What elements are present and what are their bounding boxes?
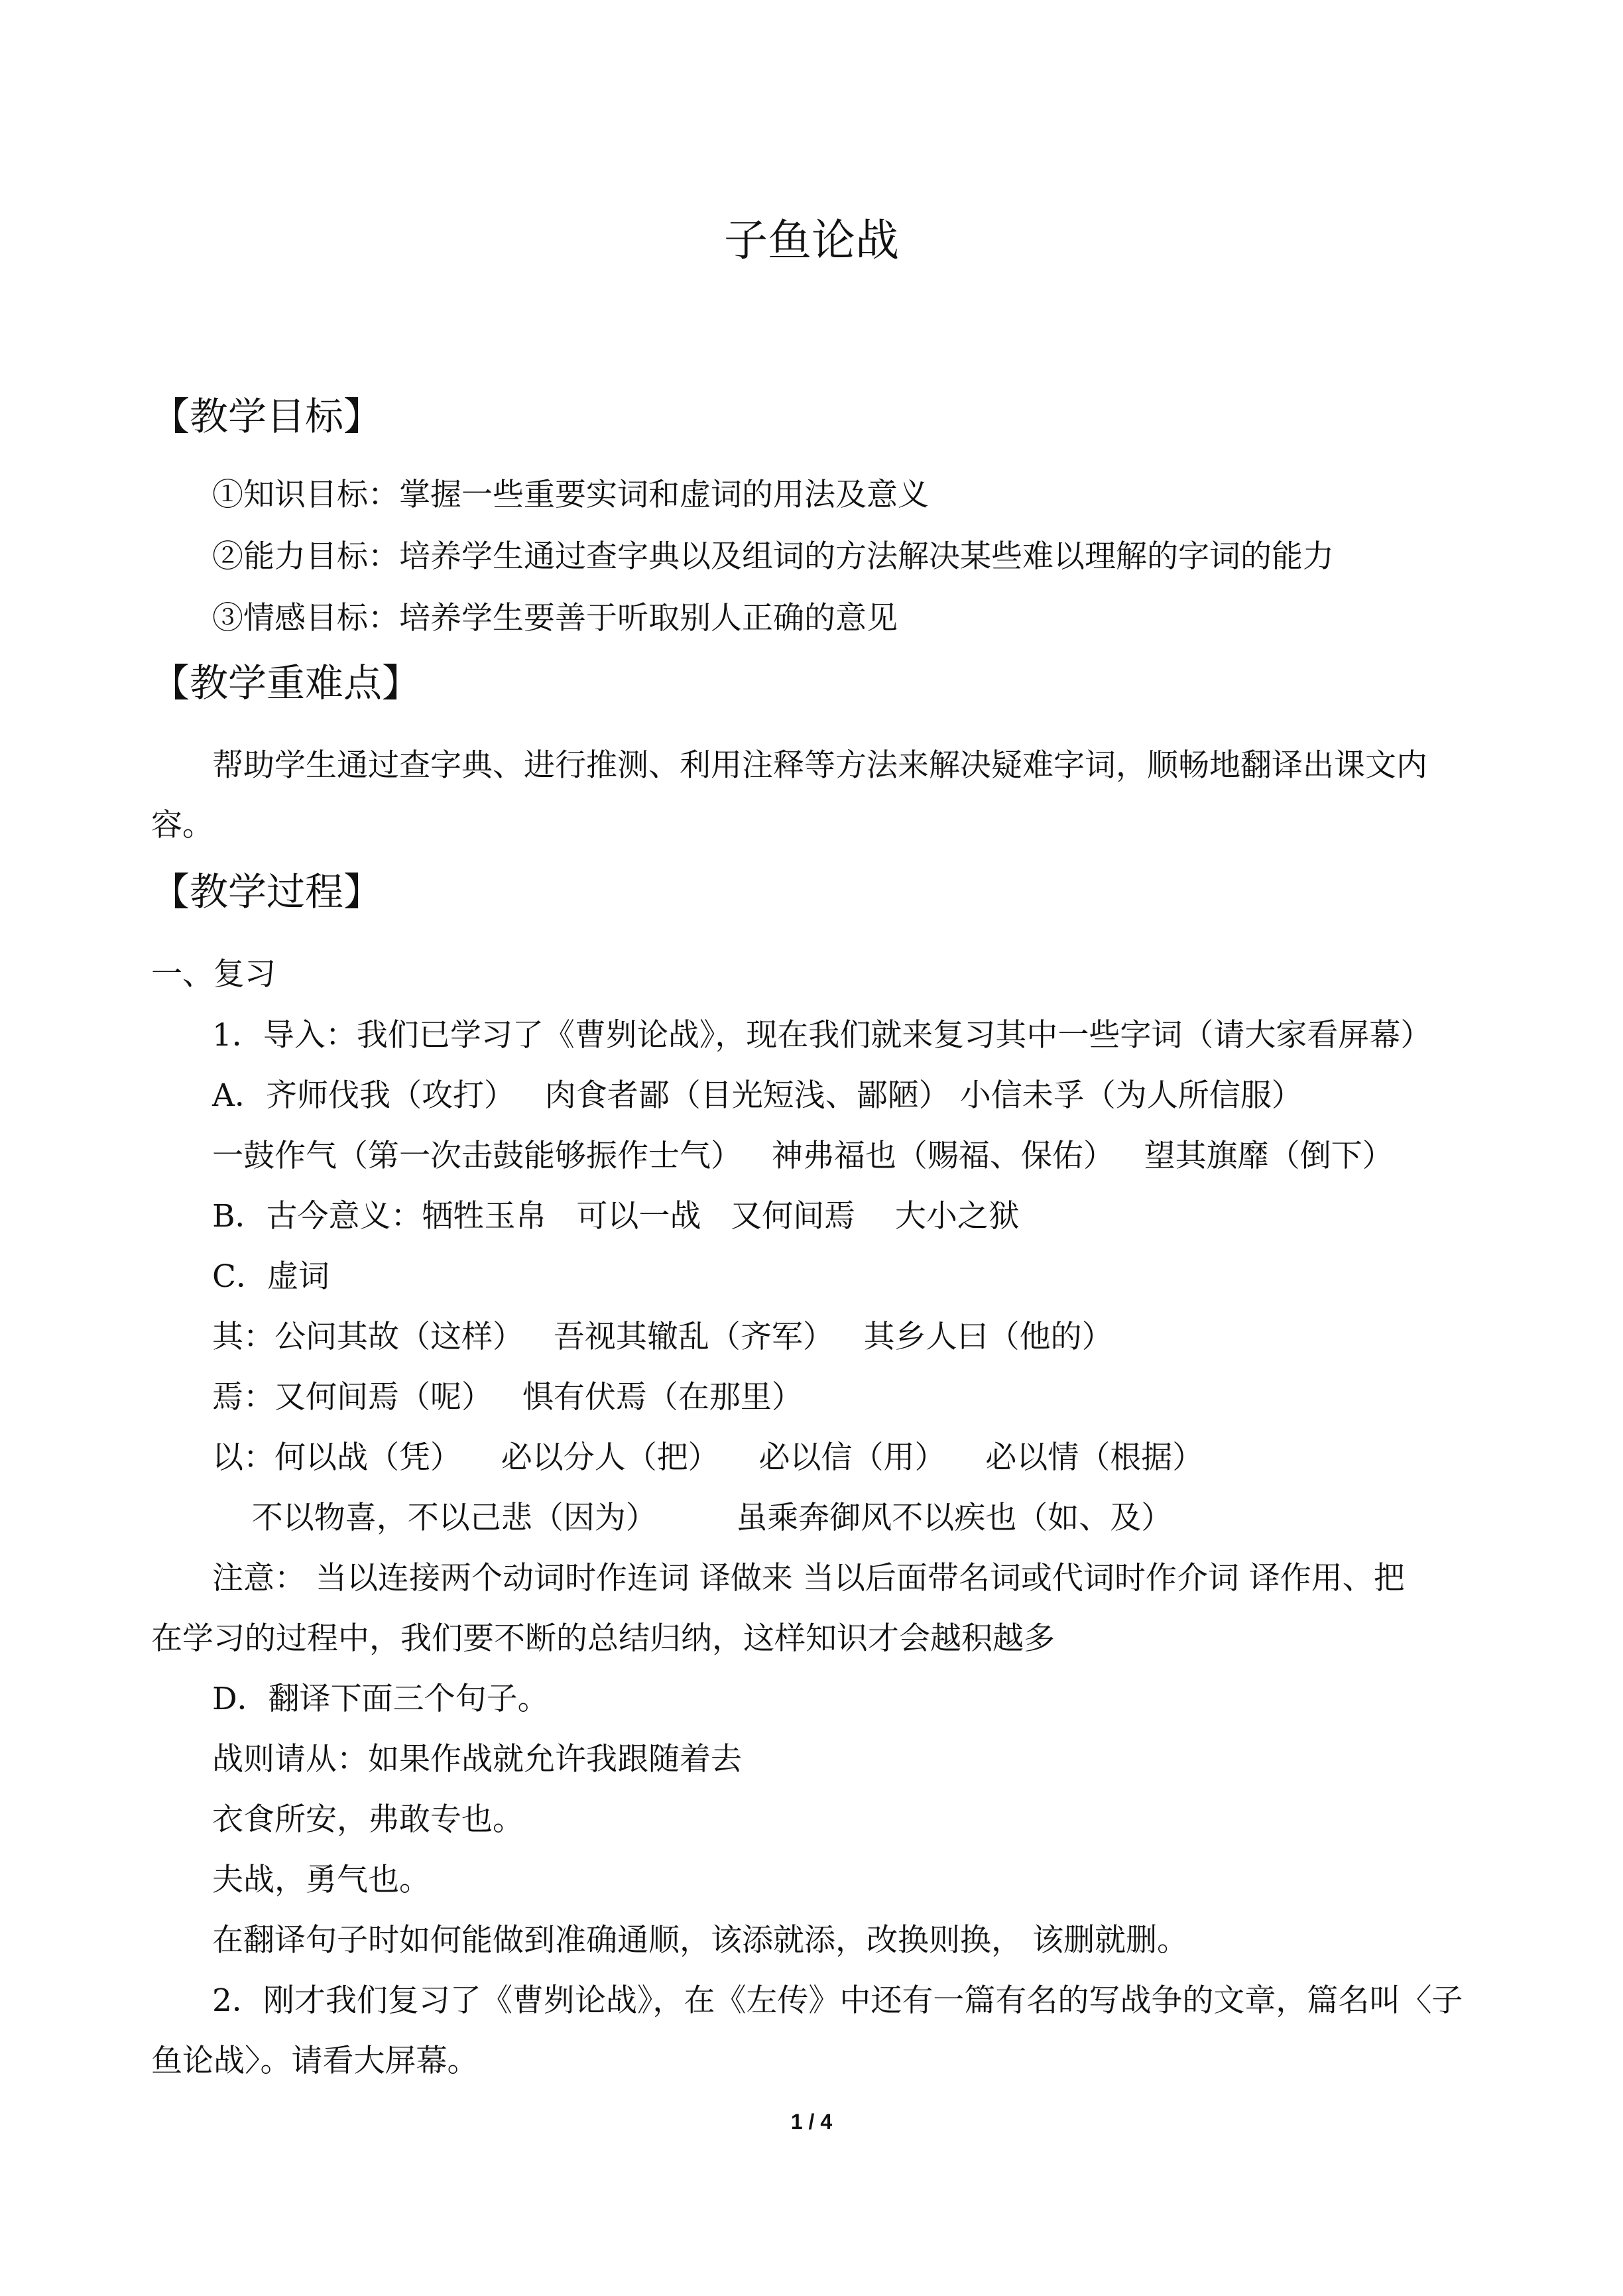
process-line: 其：公问其故（这样） 吾视其辙乱（齐军） 其乡人曰（他的）	[212, 1319, 1113, 1355]
heading-process: 【教学过程】	[151, 869, 383, 914]
process-line: 在翻译句子时如何能做到准确通顺，该添就添，改换则换， 该删就删。	[212, 1922, 1188, 1959]
heading-objectives: 【教学目标】	[151, 394, 383, 439]
process-line: 以：何以战（凭） 必以分人（把） 必以信（用） 必以情（根据）	[212, 1439, 1204, 1476]
process-line: 注意： 当以连接两个动词时作连词 译做来 当以后面带名词或代词时作介词 译作用、把	[212, 1560, 1405, 1597]
process-line: 焉：又何间焉（呢） 惧有伏焉（在那里）	[212, 1379, 803, 1416]
process-part1: 一、复习	[151, 956, 276, 993]
key-points-text-line1: 帮助学生通过查字典、进行推测、利用注释等方法来解决疑难字词，顺畅地翻译出课文内	[212, 747, 1427, 784]
process-line: D．翻译下面三个句子。	[212, 1681, 549, 1717]
process-line: B．古今意义：牺牲玉帛 可以一战 又何间焉 大小之狱	[212, 1198, 1020, 1235]
process-line: 在学习的过程中，我们要不断的总结归纳，这样知识才会越积越多	[151, 1620, 1055, 1657]
process-line: A．齐师伐我（攻打） 肉食者鄙（目光短浅、鄙陋） 小信未孚（为人所信服）	[212, 1077, 1303, 1114]
process-line: 不以物喜，不以己悲（因为） 虽乘奔御风不以疾也（如、及）	[212, 1500, 1173, 1536]
process-line: 战则请从：如果作战就允许我跟随着去	[212, 1741, 742, 1778]
heading-key-points: 【教学重难点】	[151, 660, 421, 705]
process-line: 2．刚才我们复习了《曹刿论战》，在《左传》中还有一篇有名的写战争的文章，篇名叫〈子	[212, 1982, 1463, 2019]
document-title: 子鱼论战	[724, 215, 899, 266]
process-line: 鱼论战〉。请看大屏幕。	[151, 2043, 479, 2079]
process-line: 夫战，勇气也。	[212, 1862, 430, 1898]
objective-ability: ②能力目标：培养学生通过查字典以及组词的方法解决某些难以理解的字词的能力	[212, 538, 1334, 575]
process-line: 衣食所安，弗敢专也。	[212, 1801, 524, 1838]
process-line: C．虚词	[212, 1258, 330, 1295]
page-number: 1 / 4	[790, 2110, 833, 2134]
objective-knowledge: ①知识目标：掌握一些重要实词和虚词的用法及意义	[212, 477, 929, 513]
key-points-text-line2: 容。	[151, 807, 213, 843]
process-line: 一鼓作气（第一次击鼓能够振作士气） 神弗福也（赐福、保佑） 望其旗靡（倒下）	[212, 1138, 1394, 1174]
objective-emotion: ③情感目标：培养学生要善于听取别人正确的意见	[212, 600, 898, 636]
process-line: 1．导入：我们已学习了《曹刿论战》，现在我们就来复习其中一些字词（请大家看屏幕）	[212, 1017, 1432, 1054]
